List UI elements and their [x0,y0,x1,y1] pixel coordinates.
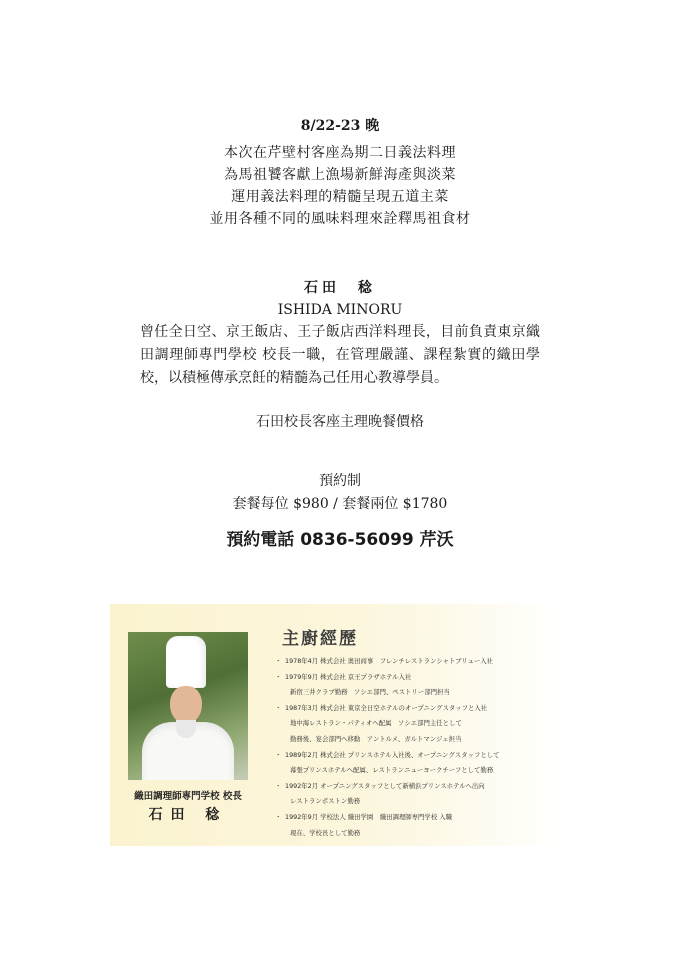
school-title: 織田調理師専門学校 校長 [134,791,242,802]
reservation-note: 預約制 [319,473,361,489]
career-item: 勤務後、宴会部門へ移動 アントルメ、ガルトマンジェ担当 [290,734,462,743]
career-item: 新宿三井クラブ勤務 ソシエ部門、ペストリー部門担当 [290,688,450,697]
intro-line: 並用各種不同的風味料理來詮釋馬祖食材 [209,211,471,227]
career-item: 地中海レストラン・パティオへ配属 ソシエ部門主任として [290,719,462,728]
career-item: 現在、学校長として勤務 [290,828,361,837]
career-item: ・ 1987年3月 株式会社 東京全日空ホテルのオープニングスタッフと入社 [278,701,563,717]
chef-name-english: ISHIDA MINORU [277,302,403,318]
chef-hat-shape [166,636,206,688]
chef-biography: 曾任全日空、京王飯店、王子飯店西洋料理長，目前負責東京織田調理師專門學校 校長一職，在管理嚴謹、課程紮實的織田學校，以積極傳承烹飪的精髓為己任用心教導學員。 [140,324,540,386]
career-item: ・ 1992年9月 学校法人 織田学園 織田調理師専門学校 入職 [278,810,563,826]
career-item: ・ 1979年9月 株式会社 京王プラザホテル入社 [278,670,563,686]
chef-photo [128,632,248,780]
intro-line: 運用義法料理的精髓呈現五道主菜 [231,189,449,205]
intro-line: 本次在芹壁村客座為期二日義法料理 [224,145,456,161]
event-date: 8/22-23 晚 [300,118,380,134]
chef-face-shape [170,686,202,724]
price-heading: 石田校長客座主理晚餐價格 [256,414,424,430]
set-price: 套餐每位 $980 / 套餐兩位 $1780 [232,496,448,512]
career-heading: 主廚經歷 [282,629,358,649]
career-item: ・ 1992年2月 オープニングスタッフとして新横浜プリンスホテルへ出向 [278,779,563,795]
career-list [278,654,563,841]
reservation-phone: 預約電話 0836-56099 芹沃 [226,530,454,550]
intro-line: 為馬祖饕客獻上漁場新鮮海產與淡菜 [224,167,456,183]
card-chef-name: 石田 稔 [148,807,228,823]
career-item: ・ 1989年2月 株式会社 プリンスホテル入社後、オープニングスタッフとして [278,748,563,764]
career-item: 幕張プリンスホテルへ配属、レストランニューヨークチーフとして勤務 [290,766,494,775]
event-intro [0,142,680,230]
chef-profile-card [110,604,565,846]
chef-name-chinese: 石田 稔 [304,280,376,296]
career-item: ・ 1978年4月 株式会社 奥田商事 フレンチレストランシャトブリュー入社 [278,654,563,670]
career-item: レストランボストン勤務 [290,797,361,806]
